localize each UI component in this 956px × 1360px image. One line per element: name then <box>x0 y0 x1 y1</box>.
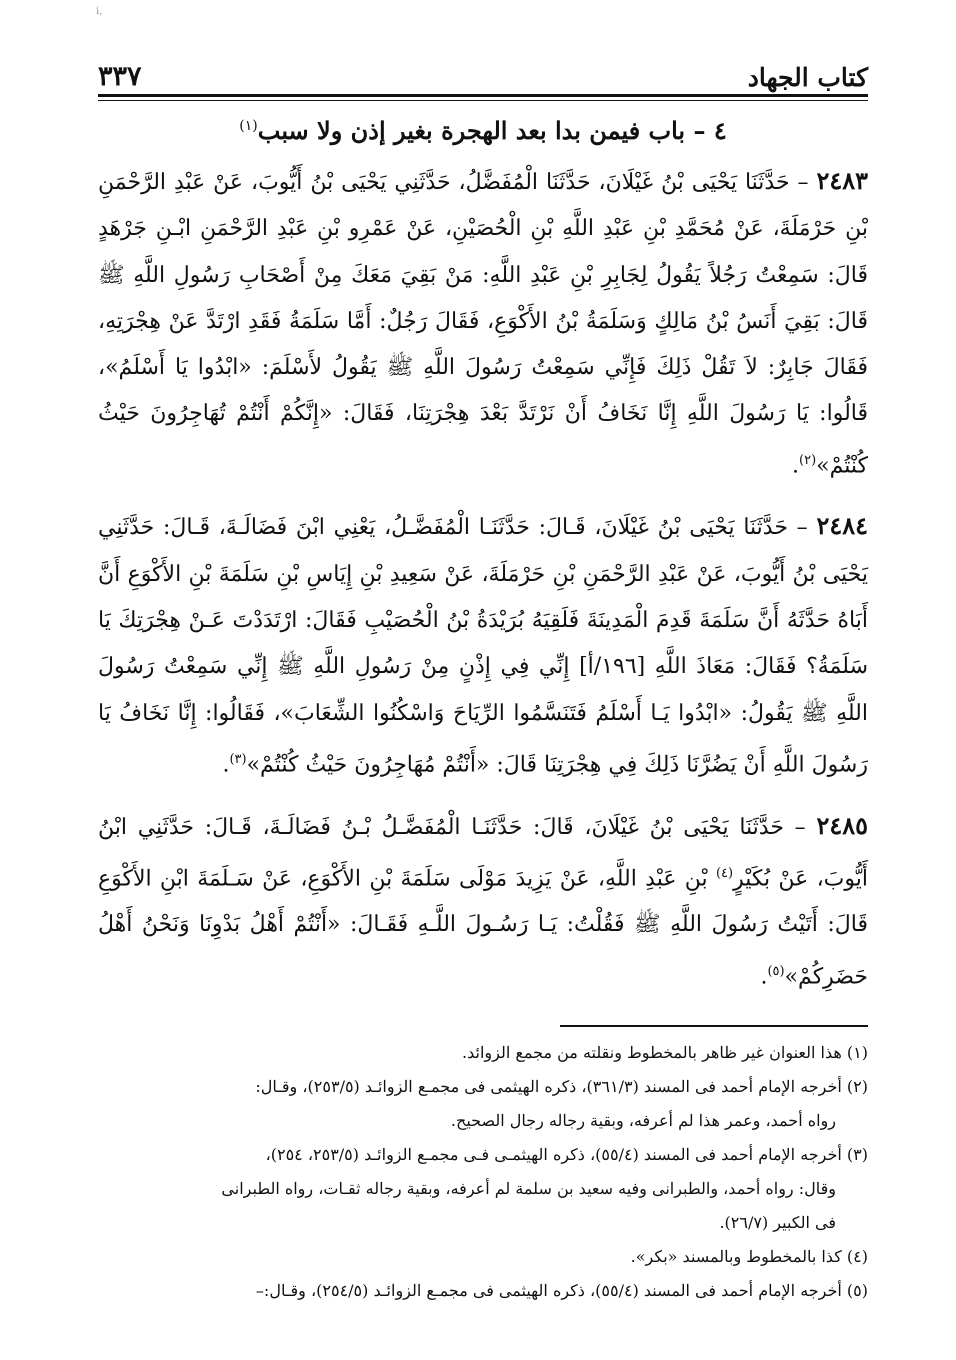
header-rule-thin <box>98 100 868 101</box>
footnote-3: (٣) أخرجه الإمام أحمد فى المسند (٥٥/٤)، ذكره الهيثمـى فـى مجمـع الزوائـد (٢٥٣/٥، ٢٥٤)، <box>265 1145 868 1164</box>
hadith-number: ٢٤٨٣ <box>816 166 869 195</box>
footnote-ref: (٢) <box>799 452 817 468</box>
footnote-ref: (٤) <box>715 865 734 881</box>
footnote-3-continued: وقال: رواه أحمد، والطبرانى وفيه سعيد بن سلمة لم أعرفه، وبقية رجاله ثقـات، رواه الطبرانى <box>221 1179 836 1198</box>
book-title: كتاب الجهاد <box>747 63 868 92</box>
hadith-paragraph <box>98 503 868 788</box>
footnote-separator <box>560 1025 868 1027</box>
scan-mark-icon: ⅰ‚ <box>96 6 103 17</box>
footnote-1: (١) هذا العنوان غير ظاهر بالمخطوط ونقلته من مجمع الزوائد. <box>462 1043 868 1062</box>
footnote-ref: (٣) <box>229 751 247 767</box>
hadith-text: – حَدَّثَنَا يَحْيَى بْنُ غَيْلَانَ، قَـالَ: حَدَّثَنَـا الْمُفَضَّـلُ، يَعْنِي ابْنَ فَضَالَـةَ، قَـالَ: حَدَّثَنِي يَحْيَى بْنُ أَيُّوبَ، عَنْ عَبْدِ الرَّحْمَنِ بْنِ حَرْمَلَةَ، عَنْ سَعِيدِ بْنِ إِيَاسِ بْنِ سَلَمَةَ بْنِ الأَكْوَعِ أَنَّ أَبَاهُ حَدَّثَهُ أَنَّ سَلَمَةَ قَدِمَ الْمَدِينَةَ فَلَقِيَهُ بُرَيْدَةُ بْنُ الْحُصَيْبِ فَقَالَ: ارْتَدَدْتَ عَـنْ هِجْرَتِكَ يَا سَلَمَةُ؟ فَقَالَ: مَعَاذَ اللَّهِ [١٩٦/أ] إِنِّي فِي إِذْنٍ مِنْ رَسُولِ اللَّهِ ﷺ إِنِّي سَمِعْتُ رَسُولَ اللَّهِ ﷺ يَقُولُ: «ابْدُوا يَـا أَسْلَمُ فَتَنَسَّمُوا الرِّيَاحَ وَاسْكُنُوا الشِّعَابَ»، فَقَالُوا: إِنَّا نَخَافُ يَا رَسُولَ اللَّهِ أَنْ يَضُرَّنَا ذَلِكَ فِي هِجْرَتِنَا قَالَ: «أَنْتُمْ مُهَاجِرُونَ حَيْثُ كُنْتُمْ» <box>98 515 868 778</box>
footnotes <box>98 1036 868 1308</box>
hadith-paragraph <box>98 803 868 1001</box>
page-header <box>98 52 868 92</box>
hadith-text: – حَدَّثَنَا يَحْيَى بْنُ غَيْلَانَ، حَدَّثَنَا الْمُفَضَّلُ، حَدَّثَنِي يَحْيَى بْنُ أَيُّوبَ، عَنْ عَبْدِ الرَّحْمَنِ بْنِ حَرْمَلَةَ، عَنْ مُحَمَّدِ بْنِ عَبْدِ اللَّهِ بْنِ الْحُصَيْنِ، عَنْ عَمْرِو بْنِ عَبْدِ الرَّحْمَنِ ابْـنِ جَرْهَدٍ قَالَ: سَمِعْتُ رَجُلاً يَقُولُ لِجَابِرِ بْنِ عَبْدِ اللَّهِ: مَنْ بَقِيَ مَعَكَ مِنْ أَصْحَابِ رَسُولِ اللَّهِ ﷺ قَالَ: بَقِيَ أَنَسُ بْنُ مَالِكٍ وَسَلَمَةُ بْنُ الأَكْوَعِ، فَقَالَ رَجُلٌ: أَمَّا سَلَمَةُ فَقَدِ ارْتَدَّ عَنْ هِجْرَتِهِ، فَقَالَ جَابِرٌ: لاَ تَقُلْ ذَلِكَ فَإِنِّي سَمِعْتُ رَسُولَ اللَّهِ ﷺ يَقُولُ لأَسْلَمَ: «ابْدُوا يَا أَسْلَمُ»، قَالُوا: يَا رَسُولَ اللَّهِ إِنَّا نَخَافُ أَنْ نَرْتَدَّ بَعْدَ هِجْرَتِنَا، فَقَالَ: «إِنَّكُمْ أَنْتُمْ تُهَاجِرُونَ حَيْثُ كُنْتُمْ» <box>98 170 868 479</box>
footnote-5: (٥) أخرجه الإمام أحمد فى المسند (٥٥/٤)، ذكره الهيثمى فى مجمـع الزوائـد (٢٥٤/٥)، وقـال:– <box>255 1281 868 1300</box>
footnote-ref: (٥) <box>767 963 785 979</box>
footnote-2: (٢) أخرجه الإمام أحمد فى المسند (٣٦١/٣)، ذكره الهيثمى فى مجمـع الزوائـد (٢٥٣/٥)، وقـال: <box>255 1077 868 1096</box>
footnote-4: (٤) كذا بالمخطوط وبالمسند «بكر». <box>630 1247 868 1266</box>
main-text <box>98 158 868 1014</box>
hadith-number: ٢٤٨٤ <box>816 511 868 541</box>
footnote-2-continued: رواه أحمد، وعمر هذا لم أعرفه، وبقية رجاله رجال الصحيح. <box>450 1111 836 1130</box>
page-number: ٣٣٧ <box>98 61 142 92</box>
chapter-title <box>98 106 868 151</box>
header-rule-thick <box>98 94 868 97</box>
hadith-text: بْنِ عَبْدِ اللَّهِ، عَنْ يَزِيدَ مَوْلَى سَلَمَةَ بْنِ الأَكْوَعِ، عَنْ سَـلَمَةَ ابْنِ الأَكْوَعِ قَالَ: أَتَيْتُ رَسُولَ اللَّهِ ﷺ فَقُلْتُ: يَـا رَسُـولَ اللَّـهِ فَقَـالَ: «أَنْتُمْ أَهْلُ بَدْوِنَا وَنَحْنُ أَهْلُ حَضَرِكُمْ» <box>98 866 868 990</box>
hadith-text-end: . <box>792 453 799 479</box>
footnote-ref: (١) <box>239 118 258 134</box>
chapter-title-text: ٤ – باب فيمن بدا بعد الهجرة بغير إذن ولا سبب <box>257 116 727 145</box>
hadith-text: – حَدَّثَنَا يَحْيَى بْنُ غَيْلَانَ، قَالَ: حَدَّثَنَـا الْمُفَضَّـلُ بْـنُ فَضَالَـةَ، قَـالَ: حَدَّثَنِي ابْنُ أَيُّوبَ، عَنْ بُكَيْرٍ <box>98 814 868 892</box>
footnote-3-continued-2: فى الكبير (٢٦/٧). <box>719 1213 836 1232</box>
hadith-text-end: . <box>222 752 230 778</box>
hadith-number: ٢٤٨٥ <box>816 810 868 840</box>
hadith-paragraph <box>98 158 868 489</box>
hadith-text-end: . <box>760 964 768 990</box>
